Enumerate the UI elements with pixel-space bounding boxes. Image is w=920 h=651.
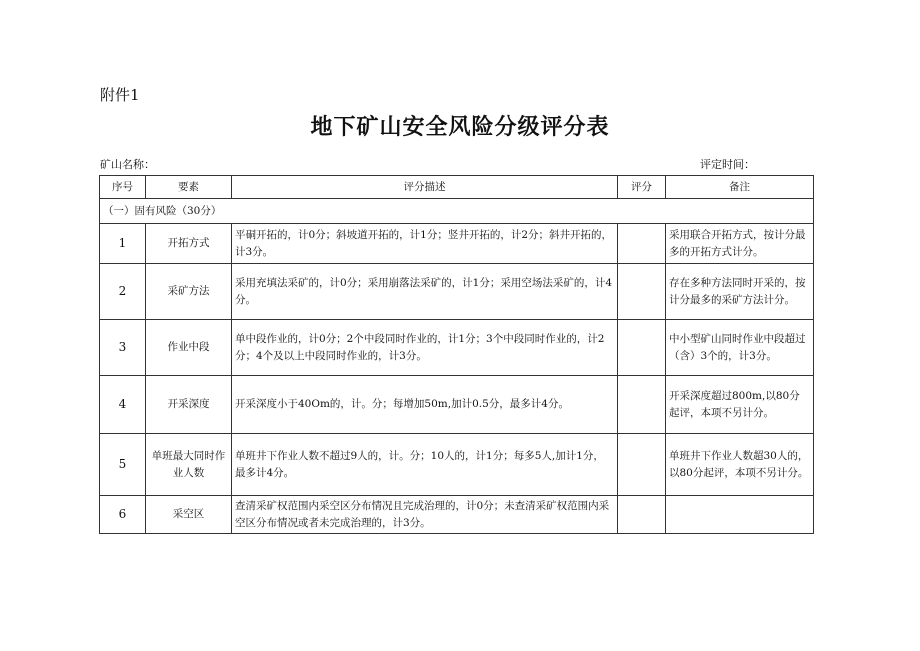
table-row [100,434,814,496]
row-desc: 开采深度小于40Om的，计。分；每增加50m,加计0.5分，最多计4分。 [232,376,618,434]
table-header-row [100,176,814,199]
row-no: 4 [100,376,146,434]
row-desc: 查清采矿权范围内采空区分布情况且完成治理的，计0分；未查清采矿权范围内采空区分布情况或者未完成治理的，计3分。 [232,496,618,534]
row-desc: 平硐开拓的，计0分；斜坡道开拓的，计1分；竖井开拓的，计2分；斜井开拓的，计3分。 [232,224,618,264]
header-desc: 评分描述 [232,176,618,199]
row-element: 作业中段 [146,320,232,376]
row-no: 2 [100,264,146,320]
table-row [100,376,814,434]
row-note [666,496,814,534]
header-element: 要素 [146,176,232,199]
header-score: 评分 [618,176,666,199]
row-no: 1 [100,224,146,264]
table-row [100,224,814,264]
row-no: 5 [100,434,146,496]
row-note: 采用联合开拓方式，按计分最多的开拓方式计分。 [666,224,814,264]
page-title: 地下矿山安全风险分级评分表 [310,115,610,140]
row-score [618,496,666,534]
row-note: 开采深度超过800m,以80分起评，本项不另计分。 [666,376,814,434]
row-score [618,376,666,434]
table-row [100,264,814,320]
row-element: 开采深度 [146,376,232,434]
row-score [618,320,666,376]
row-desc: 单中段作业的，计0分；2个中段同时作业的，计1分；3个中段同时作业的，计2分；4个及以上中段同时作业的，计3分。 [232,320,618,376]
eval-time-label: 评定时间： [700,158,755,171]
scoring-table [99,175,814,534]
row-element: 开拓方式 [146,224,232,264]
section-title: （一）固有风险（30分） [100,199,814,224]
row-score [618,434,666,496]
row-no: 3 [100,320,146,376]
row-score [618,224,666,264]
row-note: 中小型矿山同时作业中段超过（含）3个的，计3分。 [666,320,814,376]
row-score [618,264,666,320]
mine-name-label: 矿山名称： [100,158,155,171]
attachment-label: 附件1 [100,86,140,104]
row-note: 存在多种方法同时开采的，按计分最多的采矿方法计分。 [666,264,814,320]
row-note: 单班井下作业人数超30人的，以80分起评，本项不另计分。 [666,434,814,496]
row-desc: 单班井下作业人数不超过9人的，计。分；10人的，计1分；每多5人,加计1分，最多计4分。 [232,434,618,496]
header-note: 备注 [666,176,814,199]
row-desc: 采用充填法采矿的，计0分；采用崩落法采矿的，计1分；采用空场法采矿的，计4分。 [232,264,618,320]
row-element: 采矿方法 [146,264,232,320]
row-element: 采空区 [146,496,232,534]
header-no: 序号 [100,176,146,199]
table-row [100,496,814,534]
section-row [100,199,814,224]
row-element: 单班最大同时作业人数 [146,434,232,496]
row-no: 6 [100,496,146,534]
table-row [100,320,814,376]
